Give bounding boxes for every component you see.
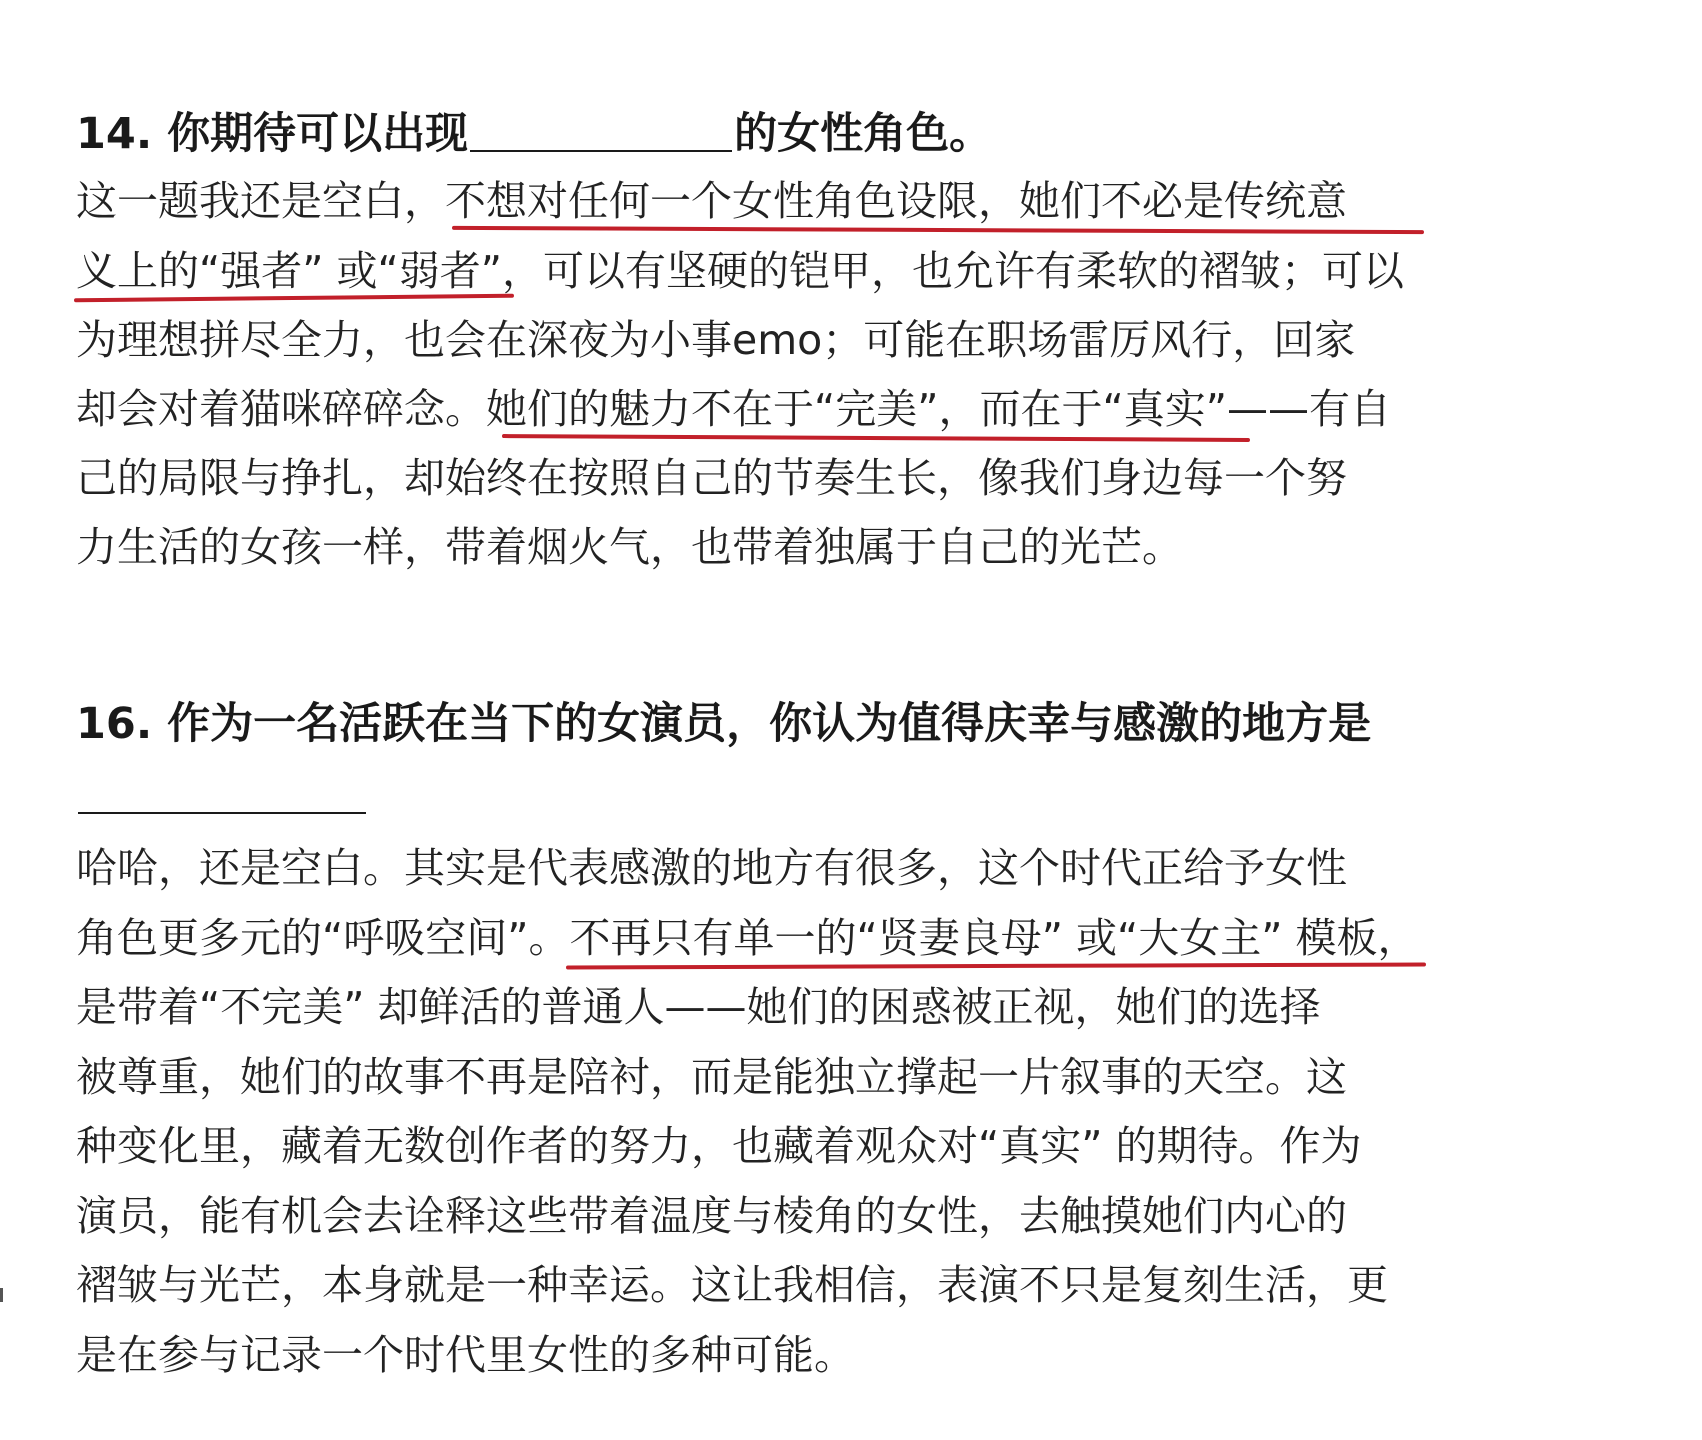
q16-answer-line: 是带着“不完美” 却鲜活的普通人——她们的困惑被正视，她们的选择 [76, 983, 1321, 1031]
q16-answer-line: 是在参与记录一个时代里女性的多种可能。 [76, 1331, 855, 1379]
q14-answer-line: 为理想拼尽全力，也会在深夜为小事emo；可能在职场雷厉风行，回家 [76, 316, 1356, 364]
q16-answer-line: 被尊重，她们的故事不再是陪衬，而是能独立撑起一片叙事的天空。这 [76, 1053, 1347, 1101]
answer-blank [470, 150, 732, 152]
q16-answer-line: 角色更多元的“呼吸空间”。不再只有单一的“贤妻良母” 或“大女主” 模板， [76, 914, 1419, 962]
question-14-title-before: 14. 你期待可以出现 [76, 109, 469, 159]
answer-blank [78, 812, 366, 814]
q16-answer-line: 种变化里，藏着无数创作者的努力，也藏着观众对“真实” 的期待。作为 [76, 1122, 1362, 1170]
q16-answer-line: 演员，能有机会去诠释这些带着温度与棱角的女性，去触摸她们内心的 [76, 1192, 1347, 1240]
q14-answer-line: 己的局限与挣扎，却始终在按照自己的节奏生长，像我们身边每一个努 [76, 454, 1347, 502]
q14-answer-line: 这一题我还是空白，不想对任何一个女性角色设限，她们不必是传统意 [76, 177, 1347, 225]
question-14-title-after: 的女性角色。 [734, 109, 993, 159]
edge-mark [0, 1288, 3, 1302]
q16-answer-line: 褶皱与光芒，本身就是一种幸运。这让我相信，表演不只是复刻生活，更 [76, 1261, 1388, 1309]
q14-answer-line: 义上的“强者” 或“弱者”，可以有坚硬的铠甲，也允许有柔软的褶皱；可以 [76, 247, 1404, 295]
q14-answer-line: 却会对着猫咪碎碎念。她们的魅力不在于“完美”，而在于“真实”——有自 [76, 385, 1391, 433]
question-14-title [76, 104, 992, 164]
question-16-title: 16. 作为一名活跃在当下的女演员，你认为值得庆幸与感激的地方是 [76, 699, 1372, 749]
q16-answer-line: 哈哈，还是空白。其实是代表感激的地方有很多，这个时代正给予女性 [76, 844, 1347, 892]
q14-answer-line: 力生活的女孩一样，带着烟火气，也带着独属于自己的光芒。 [76, 523, 1183, 571]
